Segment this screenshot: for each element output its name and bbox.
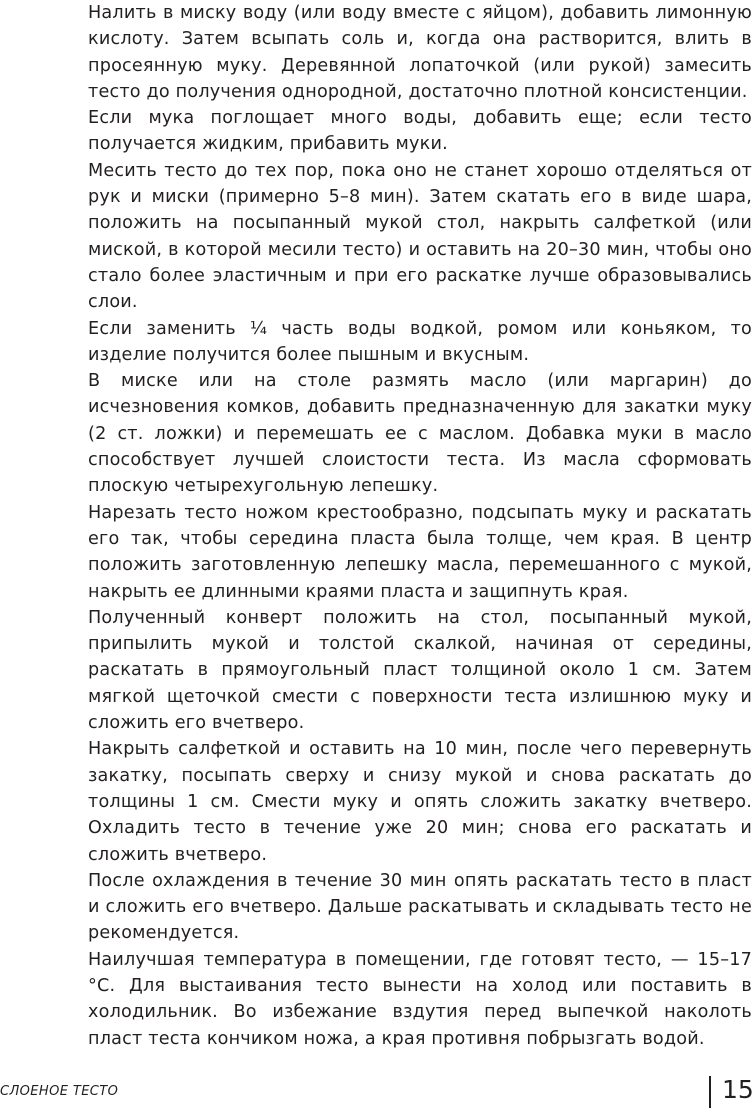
footer-divider <box>709 1076 711 1108</box>
page-number: 15 <box>722 1075 754 1104</box>
paragraph-4: Если заменить ¼ часть воды водкой, ромом или коньяком, то изделие получится более пышным и вкусным. <box>88 318 752 365</box>
paragraph-9: После охлаждения в течение 30 мин опять раскатать тесто в пласт и сложить его вчетверо. Дальше раскатывать и складывать тесто не рекомендуется. <box>88 870 752 944</box>
paragraph-7: Полученный конверт положить на стол, посыпанный мукой, припылить мукой и толстой скалкой, начиная от середины, раскатать в прямоугольный пласт толщиной около 1 см. Затем мягкой щеточкой смести с поверхности теста излишнюю муку и сложить его вчетверо. <box>88 607 752 734</box>
paragraph-5: В миске или на столе размять масло (или маргарин) до исчезновения комков, добавить предназначенную для закатки муку (2 ст. ложки) и перемешать ее с маслом. Добавка муки в масло способствует лучшей слоистости теста. Из масла сформовать плоскую четырехугольную лепешку. <box>88 371 752 497</box>
paragraph-10: Наилучшая температура в помещении, где готовят тесто, — 15–17 °C. Для выстаивания тесто вынести на холод или поставить в холодильник. Во избежание вздутия перед выпечкой наколоть пласт теста кончиком ножа, а края противня побрызгать водой. <box>88 949 752 1049</box>
paragraph-1: Налить в миску воду (или воду вместе с яйцом), добавить лимонную кислоту. Затем всыпать соль и, когда она растворится, влить в просеянную муку. Деревянной лопаточкой (или рукой) замесить тесто до получения однородной, достаточно плотной консистенции. <box>88 3 752 102</box>
paragraph-6: Нарезать тесто ножом крестообразно, подсыпать муку и раскатать его так, чтобы середина пласта была толще, чем края. В центр положить заготовленную лепешку масла, перемешанного с мукой, накрыть ее длинными краями пласта и защипнуть края. <box>88 502 752 602</box>
page-body <box>88 0 752 1052</box>
paragraph-8: Накрыть салфеткой и оставить на 10 мин, после чего перевернуть закатку, посыпать сверху и снизу мукой и снова раскатать до толщины 1 см. Смести муку и опять сложить закатку вчетверо. Охладить тесто в течение уже 20 мин; снова его раскатать и сложить вчетверо. <box>88 739 752 865</box>
running-footer-section-title: СЛОЕНОЕ ТЕСТО <box>0 1084 119 1099</box>
paragraph-3: Месить тесто до тех пор, пока оно не станет хорошо отделяться от рук и миски (примерно 5–8 мин). Затем скатать его в виде шара, положить на посыпанный мукой стол, накрыть салфеткой (или миской, в которой месили тесто) и оставить на 20–30 мин, чтобы оно стало более эластичным и при его раскатке лучше образовывались слои. <box>88 160 752 313</box>
paragraph-2: Если мука поглощает много воды, добавить еще; если тесто получается жидким, прибавить муки. <box>88 108 752 155</box>
